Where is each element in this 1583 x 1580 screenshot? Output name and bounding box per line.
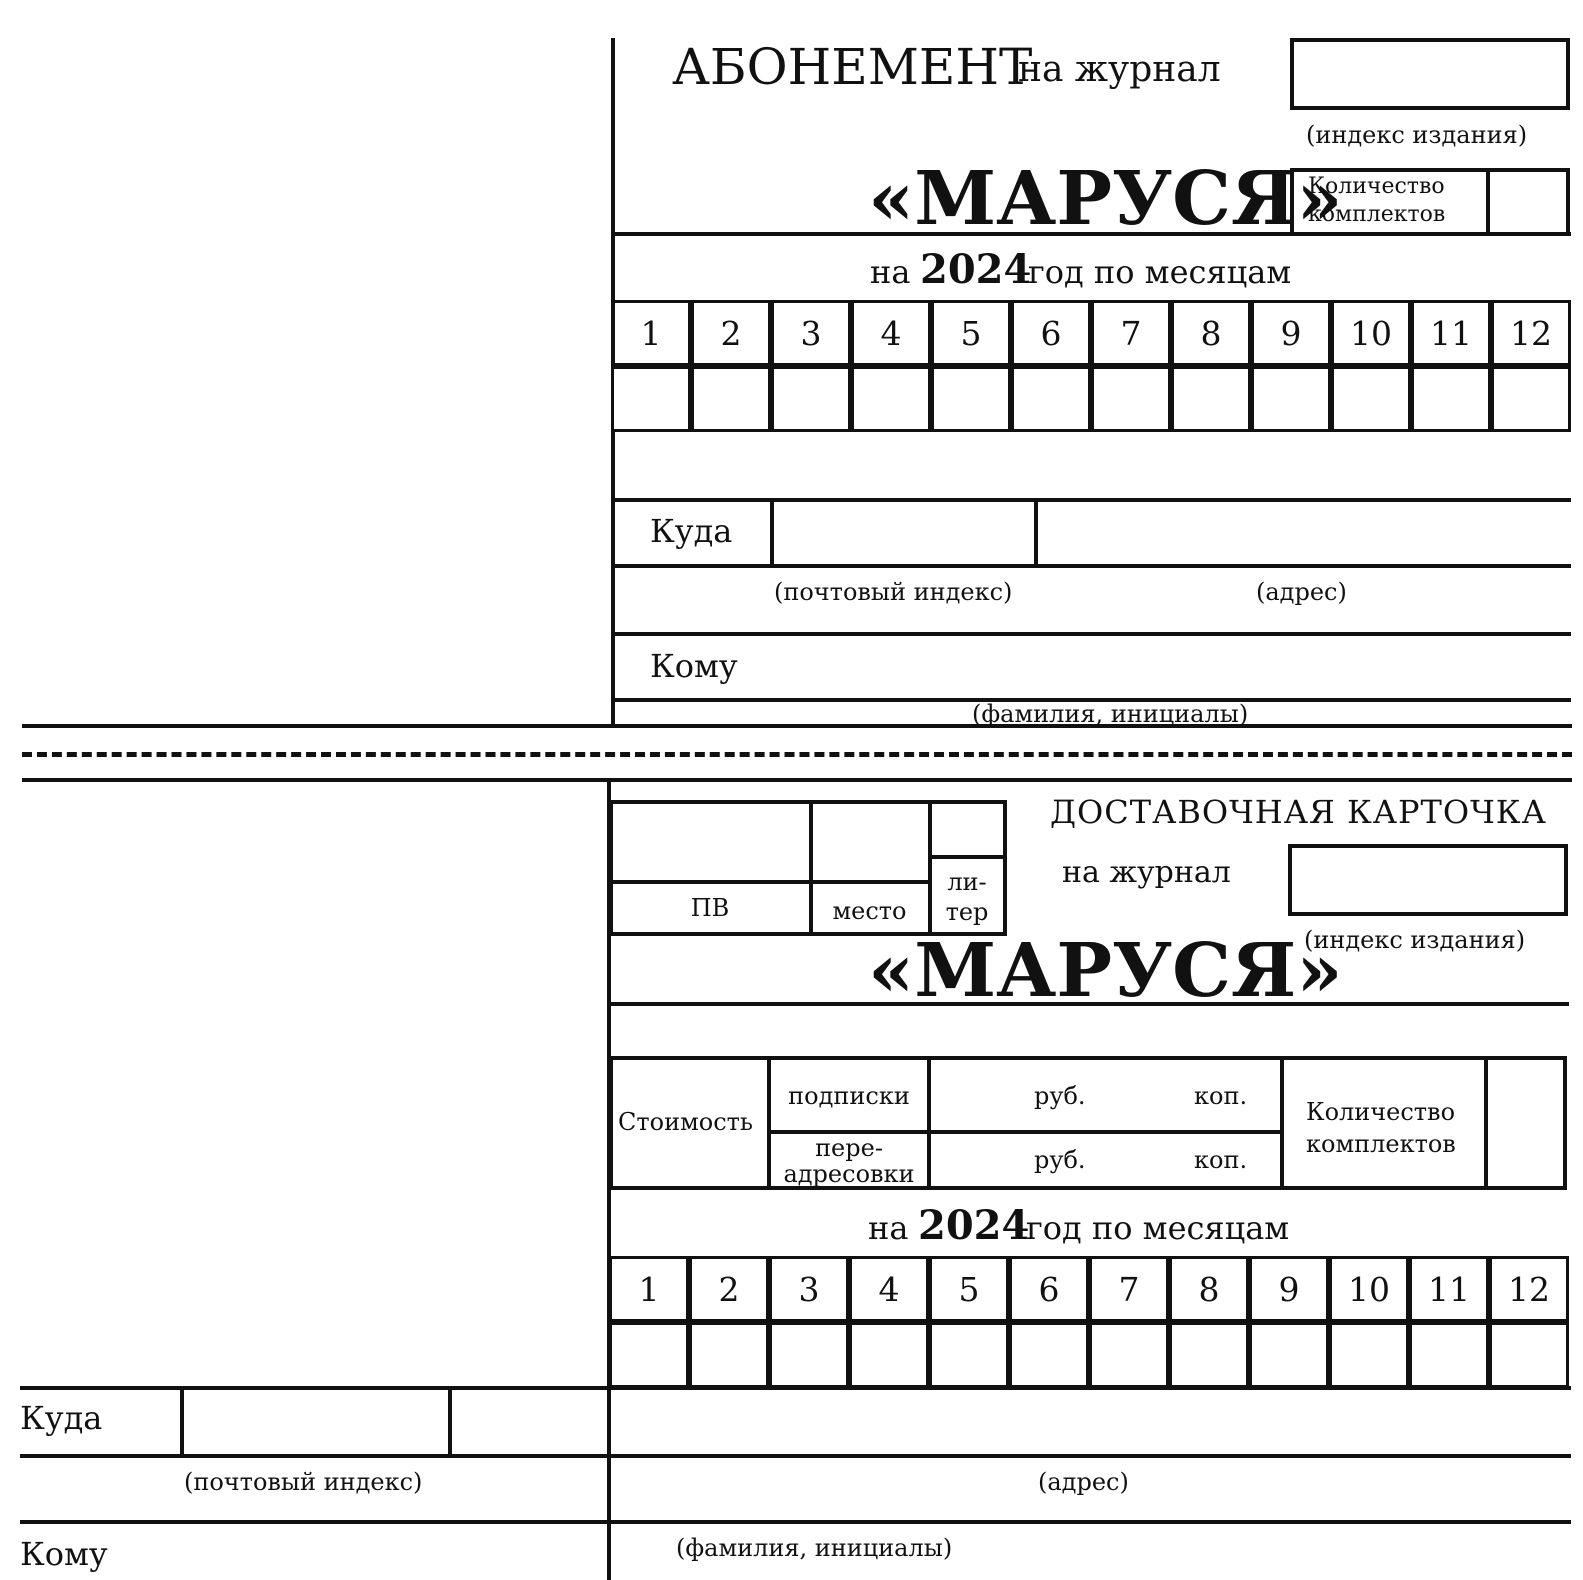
delivery-year-prefix: на [868,1209,909,1247]
delivery-month-input-9[interactable] [1249,1322,1329,1388]
delivery-title-sub: на журнал [1062,855,1231,890]
delivery-month-header-7: 7 [1089,1256,1169,1322]
delivery-index-caption: (индекс издания) [1304,926,1526,954]
readdress-kop-label: коп. [1194,1146,1248,1174]
subscription-title-sub: на журнал [1018,49,1221,90]
month-header-6: 6 [1011,300,1091,366]
delivery-address-caption: (адрес) [1038,1468,1129,1496]
month-header-1: 1 [611,300,691,366]
delivery-month-header-4: 4 [849,1256,929,1322]
address-field[interactable] [1038,502,1568,562]
month-header-10: 10 [1331,300,1411,366]
subscription-kop-label: коп. [1194,1082,1248,1110]
postal-index-field[interactable] [774,502,1034,562]
cut-line-lower [22,778,1572,782]
delivery-month-input-1[interactable] [609,1322,689,1388]
name-caption: (фамилия, инициалы) [972,700,1249,728]
month-input-12[interactable] [1491,366,1571,432]
month-input-10[interactable] [1331,366,1411,432]
delivery-month-input-10[interactable] [1329,1322,1409,1388]
delivery-month-header-2: 2 [689,1256,769,1322]
delivery-postal-divider-2 [448,1386,452,1454]
pv-bottom-rule [609,880,932,884]
delivery-month-header-5: 5 [929,1256,1009,1322]
delivery-whom-label: Кому [20,1535,108,1573]
delivery-month-input-8[interactable] [1169,1322,1249,1388]
magazine-name: «МАРУСЯ» [868,156,1343,242]
cut-line-dashed [22,752,1572,757]
rule [611,232,1571,236]
delivery-month-input-12[interactable] [1489,1322,1569,1388]
delivery-month-header-9: 9 [1249,1256,1329,1322]
month-input-2[interactable] [691,366,771,432]
delivery-magazine-name: «МАРУСЯ» [868,928,1343,1014]
delivery-month-header-11: 11 [1409,1256,1489,1322]
recipient-name-field[interactable] [760,636,1568,696]
month-input-7[interactable] [1091,366,1171,432]
month-header-12: 12 [1491,300,1571,366]
delivery-month-header-6: 6 [1009,1256,1089,1322]
delivery-month-input-7[interactable] [1089,1322,1169,1388]
readdress-label-line1: пере- [815,1134,883,1162]
month-input-4[interactable] [851,366,931,432]
delivery-address-field[interactable] [611,1390,1569,1452]
subscription-cost-label: подписки [788,1082,910,1110]
delivery-quantity-input[interactable] [1488,1060,1563,1186]
delivery-month-header-12: 12 [1489,1256,1569,1322]
rule [20,1454,1571,1458]
delivery-year-suffix: год по месяцам [1026,1209,1290,1247]
quantity-label-line2: комплектов [1308,202,1446,227]
place-input[interactable] [813,804,926,878]
publication-index-field[interactable] [1290,38,1570,110]
publication-index-caption: (индекс издания) [1306,121,1528,149]
months-grid [611,300,1571,432]
delivery-month-header-1: 1 [609,1256,689,1322]
month-input-3[interactable] [771,366,851,432]
delivery-month-input-6[interactable] [1009,1322,1089,1388]
delivery-to-label: Куда [20,1399,103,1437]
month-input-9[interactable] [1251,366,1331,432]
month-header-11: 11 [1411,300,1491,366]
month-input-1[interactable] [611,366,691,432]
delivery-month-input-11[interactable] [1409,1322,1489,1388]
place-label: место [832,897,907,925]
subscription-rub-label: руб. [1034,1082,1086,1110]
postal-index-caption: (почтовый индекс) [774,578,1013,606]
delivery-quantity-label-line2: комплектов [1306,1130,1456,1158]
delivery-month-input-2[interactable] [689,1322,769,1388]
delivery-publication-index-field[interactable] [1288,844,1568,916]
quantity-label-line1: Количество [1308,174,1445,199]
quantity-input[interactable] [1490,172,1566,232]
month-header-2: 2 [691,300,771,366]
pv-input[interactable] [613,804,807,878]
delivery-month-input-4[interactable] [849,1322,929,1388]
cost-divider-3 [1280,1056,1284,1190]
month-input-6[interactable] [1011,366,1091,432]
month-header-8: 8 [1171,300,1251,366]
month-header-4: 4 [851,300,931,366]
delivery-month-input-3[interactable] [769,1322,849,1388]
readdress-kop-input[interactable] [1100,1134,1190,1186]
subscription-kop-input[interactable] [1100,1060,1190,1128]
delivery-postal-index-caption: (почтовый индекс) [184,1468,423,1496]
liter-label-line1: ли- [947,868,987,896]
delivery-name-caption: (фамилия, инициалы) [676,1534,953,1562]
delivery-title: ДОСТАВОЧНАЯ КАРТОЧКА [1050,793,1547,831]
readdress-label-line2: адресовки [783,1160,915,1188]
rule [611,564,1571,568]
delivery-quantity-label-line1: Количество [1306,1098,1456,1126]
delivery-month-header-10: 10 [1329,1256,1409,1322]
month-header-9: 9 [1251,300,1331,366]
month-header-3: 3 [771,300,851,366]
year-prefix: на [870,253,911,291]
liter-top-rule [928,855,1004,859]
month-header-7: 7 [1091,300,1171,366]
month-input-11[interactable] [1411,366,1491,432]
cost-label: Стоимость [618,1108,753,1136]
delivery-month-header-3: 3 [769,1256,849,1322]
cut-line-upper [22,724,1572,728]
month-input-8[interactable] [1171,366,1251,432]
subscription-title: АБОНЕМЕНТ [672,38,1033,96]
address-caption: (адрес) [1256,578,1347,606]
liter-input[interactable] [932,804,1002,853]
whom-label: Кому [650,647,738,685]
month-header-5: 5 [931,300,1011,366]
month-input-5[interactable] [931,366,1011,432]
year-value: 2024 [920,246,1032,293]
delivery-month-input-5[interactable] [929,1322,1009,1388]
readdress-rub-label: руб. [1034,1146,1086,1174]
rule [609,1002,1569,1006]
delivery-months-grid [609,1256,1569,1388]
delivery-year-value: 2024 [918,1202,1030,1249]
delivery-postal-index-field[interactable] [184,1390,448,1452]
delivery-month-header-8: 8 [1169,1256,1249,1322]
pv-label: ПВ [690,894,730,922]
delivery-recipient-name-field[interactable] [130,1524,600,1580]
year-suffix: год по месяцам [1028,253,1292,291]
to-label: Куда [650,512,733,550]
liter-label-line2: тер [945,898,989,926]
